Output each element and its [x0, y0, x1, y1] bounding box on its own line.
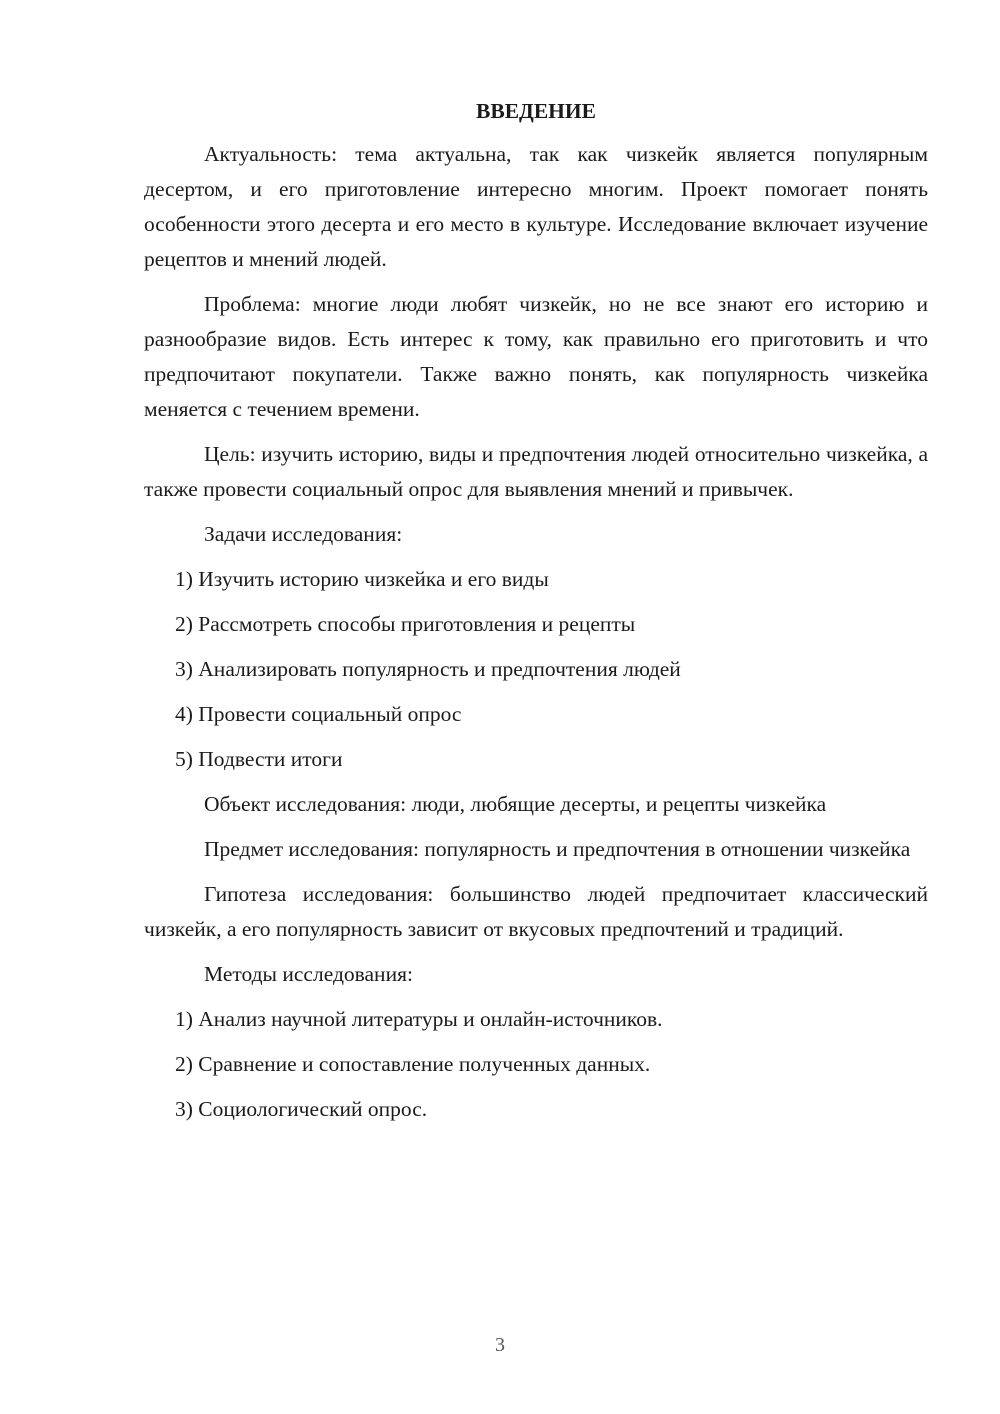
- hypothesis-paragraph: Гипотеза исследования: большинство людей предпочитает классический чизкейк, а его популярность зависит от вкусовых предпочтений и традиций.: [144, 882, 928, 941]
- task-item: 1) Изучить историю чизкейка и его виды: [175, 567, 549, 591]
- method-item: 3) Социологический опрос.: [175, 1097, 428, 1121]
- method-item: 1) Анализ научной литературы и онлайн-источников.: [175, 1007, 663, 1031]
- document-page: [144, 96, 928, 1137]
- method-item: 2) Сравнение и сопоставление полученных данных.: [175, 1052, 651, 1076]
- object-paragraph: Объект исследования: люди, любящие десерты, и рецепты чизкейка: [204, 792, 827, 816]
- goal-paragraph: Цель: изучить историю, виды и предпочтения людей относительно чизкейка, а также провести социальный опрос для выявления мнений и привычек.: [144, 442, 928, 501]
- methods-title: Методы исследования:: [204, 962, 413, 986]
- section-heading: ВВЕДЕНИЕ: [476, 99, 596, 123]
- task-item: 5) Подвести итоги: [175, 747, 343, 771]
- task-item: 3) Анализировать популярность и предпочтения людей: [175, 657, 681, 681]
- subject-paragraph: Предмет исследования: популярность и предпочтения в отношении чизкейка: [204, 837, 911, 861]
- task-item: 4) Провести социальный опрос: [175, 702, 462, 726]
- task-item: 2) Рассмотреть способы приготовления и рецепты: [175, 612, 636, 636]
- relevance-paragraph: Актуальность: тема актуальна, так как чизкейк является популярным десертом, и его приготовление интересно многим. Проект помогает понять особенности этого десерта и его место в культуре. Исследование включает изучение рецептов и мнений людей.: [144, 142, 928, 271]
- tasks-title: Задачи исследования:: [204, 522, 403, 546]
- problem-paragraph: Проблема: многие люди любят чизкейк, но не все знают его историю и разнообразие видов. Есть интерес к тому, как правильно его приготовить и что предпочитают покупатели. Также важно понять, как популярность чизкейка меняется с течением времени.: [144, 292, 928, 421]
- page-number: 3: [495, 1334, 505, 1356]
